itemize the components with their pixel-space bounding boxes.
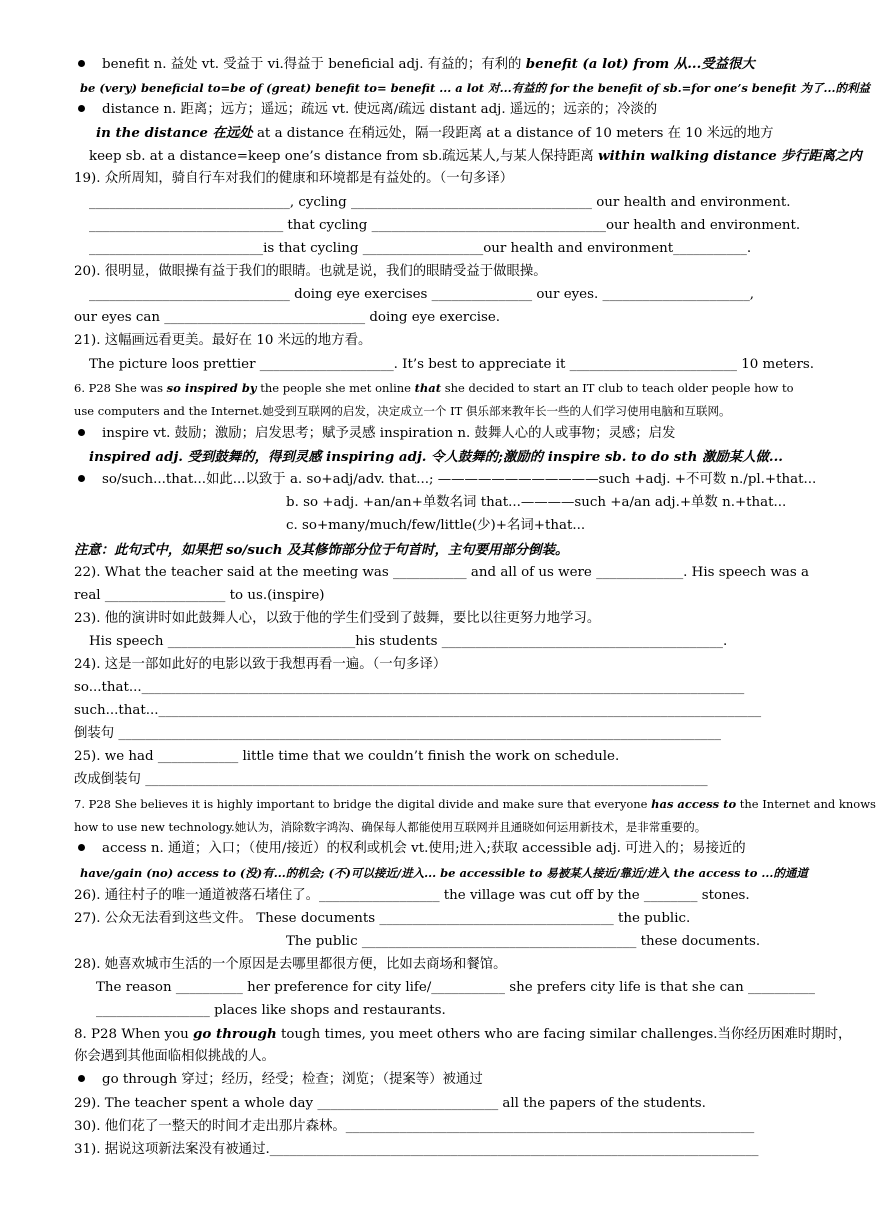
line-q30 bbox=[74, 1117, 790, 1137]
text-run: tough times, you meet others who are facing similar challenges.当你经历困难时期时， bbox=[276, 1027, 852, 1042]
text-run: _____________________________ that cycling ___________________________________our health and environment. bbox=[89, 218, 801, 233]
text-run: 8. P28 When you bbox=[74, 1027, 194, 1042]
line-q28-b bbox=[96, 1001, 790, 1021]
bullet-icon bbox=[78, 1075, 85, 1082]
text-run: 倒装句 __________________________________________________________________________________________ bbox=[74, 726, 722, 741]
text-run: 31). 据说这项新法案没有被通过._________________________________________________________________________ bbox=[74, 1142, 759, 1157]
line-q19-a bbox=[89, 193, 790, 213]
text-run: b. so +adj. +an/an+单数名词 that...————such +a/an adj.+单数 n.+that... bbox=[286, 495, 787, 510]
line-q24-b bbox=[74, 701, 790, 721]
line-q19-b bbox=[89, 216, 801, 236]
line-s7 bbox=[74, 794, 876, 814]
text-run: 21). 这幅画远看更美。最好在 10 米远的地方看。 bbox=[74, 333, 372, 348]
text-run: 注意：此句式中，如果把 so/such 及其修饰部分位于句首时，主句要用部分倒装。 bbox=[74, 542, 569, 558]
text-run: 25). we had ____________ little time that we couldn’t finish the work on schedule. bbox=[74, 749, 620, 764]
line-q25-b bbox=[74, 770, 790, 790]
text-run: The picture loos prettier ____________________. It’s best to appreciate it _________________________ 10 meters. bbox=[89, 357, 815, 372]
line-inspire bbox=[74, 424, 790, 444]
line-s6 bbox=[74, 378, 794, 398]
line-sosuch bbox=[74, 470, 817, 490]
line-q28 bbox=[74, 955, 790, 975]
text-run: go through 穿过；经历，经受；检查；浏览；（提案等）被通过 bbox=[102, 1072, 483, 1087]
text-run: 30). 他们花了一整天的时间才走出那片森林。_____________________________________________________________ bbox=[74, 1119, 755, 1134]
text-run: have/gain (no) access to (没)有...的机会; (不)可以接近/进入... be accessible to 易被某人接近/靠近/进入 the access to ...的通道 bbox=[80, 866, 808, 880]
line-q20 bbox=[74, 262, 790, 282]
line-note bbox=[74, 540, 790, 561]
line-sosuch-c bbox=[286, 516, 790, 536]
text-run: The public _________________________________________ these documents. bbox=[286, 934, 761, 949]
line-q29 bbox=[74, 1094, 790, 1114]
text-run: ______________________________ doing eye exercises _______________ our eyes. ______________________, bbox=[89, 287, 755, 302]
text-run: 22). What the teacher said at the meeting was ___________ and all of us were _____________. His speech was a bbox=[74, 565, 809, 580]
text-run: benefit n. 益处 vt. 受益于 vi.得益于 beneficial adj. 有益的；有利的 bbox=[102, 57, 526, 72]
text-run: in the distance 在远处 bbox=[96, 125, 253, 141]
line-q27 bbox=[74, 909, 790, 929]
text-run: c. so+many/much/few/little(少)+名词+that... bbox=[286, 518, 586, 533]
text-run: inspired adj. 受到鼓舞的，得到灵感 inspiring adj. 令人鼓舞的;激励的 inspire sb. to do sth 激励某人做... bbox=[89, 449, 783, 465]
text-run: so inspired by bbox=[166, 381, 257, 395]
text-run: 24). 这是一部如此好的电影以致于我想再看一遍。（一句多译） bbox=[74, 657, 447, 672]
line-s7-2 bbox=[74, 817, 790, 837]
line-q27-b bbox=[286, 932, 790, 952]
text-run: be (very) beneficial to=be of (great) benefit to= benefit ... a lot 对...有益的 for the benefit of sb.=for one’s benefit 为了...的利益 bbox=[80, 81, 871, 95]
text-run: 27). 公众无法看到这些文件。 These documents ___________________________________ the public. bbox=[74, 911, 691, 926]
text-run: so...that...__________________________________________________________________________________________ bbox=[74, 680, 745, 695]
bullet-icon bbox=[78, 429, 85, 436]
line-q21-a bbox=[89, 355, 815, 375]
text-run: 23). 他的演讲时如此鼓舞人心，以致于他的学生们受到了鼓舞，要比以往更努力地学习。 bbox=[74, 611, 601, 626]
line-q19 bbox=[74, 169, 790, 189]
line-access-2 bbox=[80, 863, 808, 883]
line-q24-c bbox=[74, 724, 790, 744]
text-run: __________________________is that cycling __________________our health and environment___________. bbox=[89, 241, 752, 256]
line-distance bbox=[74, 100, 790, 120]
text-run: 29). The teacher spent a whole day ___________________________ all the papers of the students. bbox=[74, 1096, 706, 1111]
text-run: 28). 她喜欢城市生活的一个原因是去哪里都很方便，比如去商场和餐馆。 bbox=[74, 957, 507, 972]
text-run: _________________ places like shops and restaurants. bbox=[96, 1003, 446, 1018]
text-run: distance n. 距离；远方；遥远；疏远 vt. 使远离/疏远 distant adj. 遥远的；远亲的；冷淡的 bbox=[102, 102, 658, 117]
line-q20-b bbox=[74, 308, 790, 328]
text-run: access n. 通道；入口；（使用/接近）的权利或机会 vt.使用;进入;获取 accessible adj. 可进入的；易接近的 bbox=[102, 841, 746, 856]
text-run: the people she met online bbox=[256, 381, 415, 395]
bullet-icon bbox=[78, 60, 85, 67]
bullet-icon bbox=[78, 844, 85, 851]
text-run: keep sb. at a distance=keep one’s distance from sb.疏远某人,与某人保持距离 bbox=[89, 149, 599, 164]
text-run: the Internet and knows bbox=[736, 797, 876, 811]
text-run: 6. P28 She was bbox=[74, 381, 167, 395]
bullet-icon bbox=[78, 105, 85, 112]
line-benefit-2 bbox=[80, 78, 871, 98]
text-run: at a distance 在稍远处，隔一段距离 at a distance of 10 meters 在 10 米远的地方 bbox=[252, 126, 774, 141]
line-q23 bbox=[74, 609, 790, 629]
text-run: 26). 通往村子的唯一通道被落石堵住了。__________________ the village was cut off by the ________ stones. bbox=[74, 888, 750, 903]
text-run: so/such...that...如此...以致于 a. so+adj/adv. that...; ————————————such +adj. +不可数 n./pl.+that... bbox=[102, 472, 817, 487]
line-s8-2 bbox=[74, 1047, 790, 1067]
line-benefit bbox=[74, 54, 790, 75]
line-q22-b bbox=[74, 586, 790, 606]
text-run: The reason __________ her preference for city life/___________ she prefers city life is that she can __________ bbox=[96, 980, 815, 995]
line-q25 bbox=[74, 747, 790, 767]
line-q20-a bbox=[89, 285, 790, 305]
text-run: benefit (a lot) from 从...受益很大 bbox=[525, 56, 755, 72]
text-run: such...that...__________________________________________________________________________________________ bbox=[74, 703, 762, 718]
line-distance-2 bbox=[96, 123, 790, 144]
line-distance-3 bbox=[89, 146, 862, 167]
bullet-icon bbox=[78, 475, 85, 482]
line-q21 bbox=[74, 331, 790, 351]
text-run: 20). 很明显，做眼操有益于我们的眼睛。也就是说，我们的眼睛受益于做眼操。 bbox=[74, 264, 547, 279]
text-run: real __________________ to us.(inspire) bbox=[74, 588, 325, 603]
text-run: has access to bbox=[651, 797, 737, 811]
text-run: go through bbox=[193, 1026, 277, 1042]
line-q23-a bbox=[89, 632, 790, 652]
line-q24-a bbox=[74, 678, 790, 698]
text-run: she decided to start an IT club to teach older people how to bbox=[441, 381, 794, 395]
text-run: 19). 众所周知，骑自行车对我们的健康和环境都是有益处的。（一句多译） bbox=[74, 171, 514, 186]
text-run: that bbox=[414, 381, 442, 395]
text-run: 7. P28 She believes it is highly important to bridge the digital divide and make sure that everyone bbox=[74, 797, 652, 811]
text-run: 改成倒装句 ____________________________________________________________________________________ bbox=[74, 772, 708, 787]
line-gothrough bbox=[74, 1070, 790, 1090]
line-access bbox=[74, 839, 790, 859]
text-run: 你会遇到其他面临相似挑战的人。 bbox=[74, 1049, 275, 1064]
line-q26 bbox=[74, 886, 790, 906]
line-s8 bbox=[74, 1024, 852, 1045]
line-q28-a bbox=[96, 978, 815, 998]
text-run: inspire vt. 鼓励；激励；启发思考；赋予灵感 inspiration n. 鼓舞人心的人或事物；灵感；启发 bbox=[102, 426, 676, 441]
line-q22 bbox=[74, 563, 809, 583]
text-run: His speech ____________________________his students __________________________________________. bbox=[89, 634, 728, 649]
line-q19-c bbox=[89, 239, 790, 259]
line-q31 bbox=[74, 1140, 790, 1160]
line-sosuch-b bbox=[286, 493, 790, 513]
line-inspire-2 bbox=[89, 447, 790, 468]
line-q24 bbox=[74, 655, 790, 675]
text-run: our eyes can ______________________________ doing eye exercise. bbox=[74, 310, 501, 325]
text-run: ______________________________, cycling ____________________________________ our health and environment. bbox=[89, 195, 791, 210]
text-run: within walking distance 步行距离之内 bbox=[598, 148, 862, 164]
line-s6-2 bbox=[74, 401, 790, 421]
text-run: how to use new technology.她认为，消除数字鸿沟、确保每人都能使用互联网并且通晓如何运用新技术，是非常重要的。 bbox=[74, 820, 707, 834]
text-run: use computers and the Internet.她受到互联网的启发，决定成立一个 IT 俱乐部来教年长一些的人们学习使用电脑和互联网。 bbox=[74, 404, 731, 418]
